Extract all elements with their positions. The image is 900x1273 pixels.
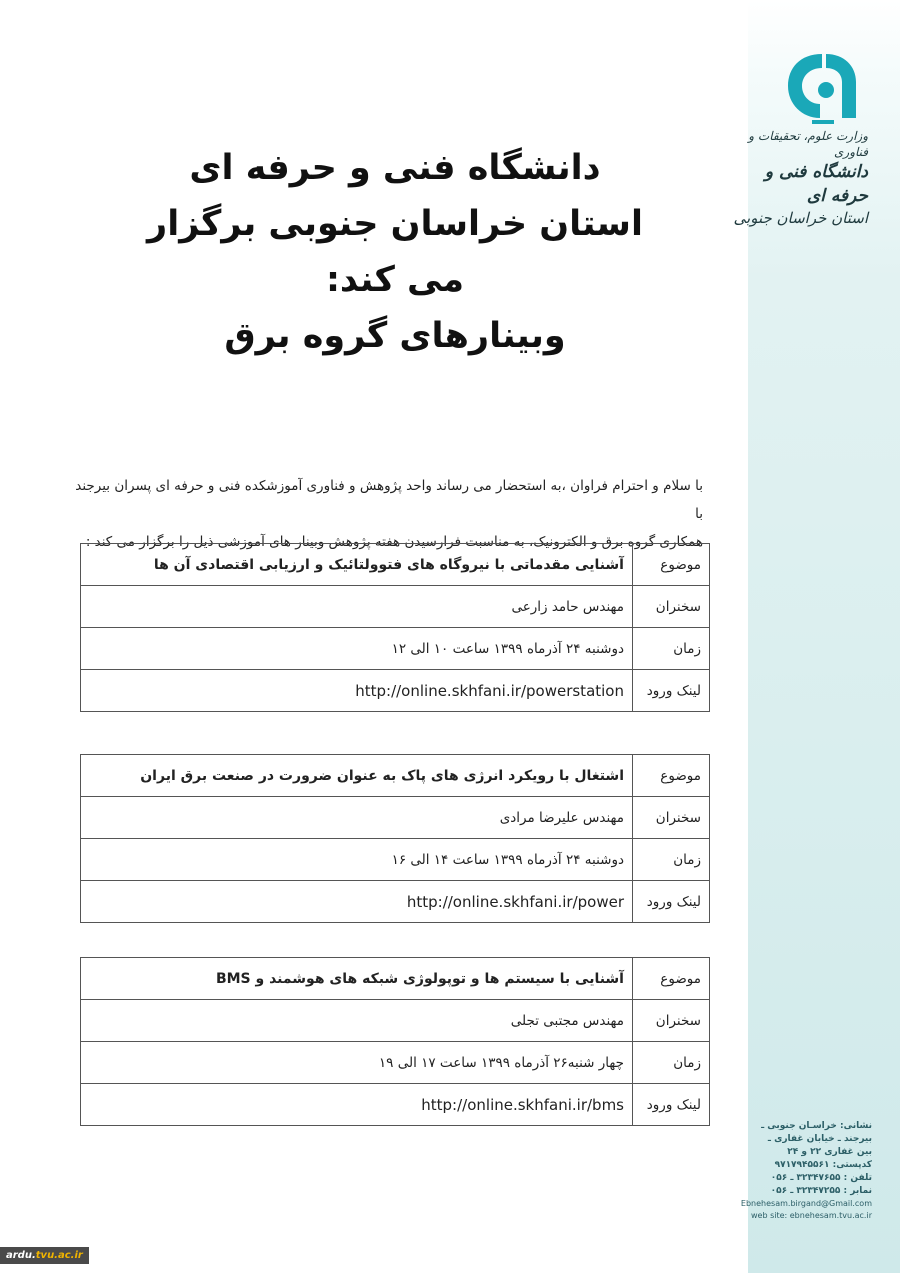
ministry-name: وزارت علوم، تحقیقات و فناوری <box>748 129 868 159</box>
table-row <box>81 544 710 586</box>
intro-line-1: با سلام و احترام فراوان ،به استحضار می رساند واحد پژوهش و فناوری آموزشکده فنی و حرفه ای پسران بیرجند با <box>75 478 703 522</box>
title-line-3: وبینارهای گروه برق <box>224 316 566 356</box>
webinar-link[interactable]: http://online.skhfani.ir/bms <box>81 1084 633 1126</box>
speaker-value: مهندس علیرضا مرادی <box>81 797 633 839</box>
time-label: زمان <box>633 1042 710 1084</box>
intro-line-2: همکاری گروه برق و الکترونیک، به مناسبت فرارسیدن هفته پژوهش وبینار های آموزشی ذیل را برگزار می کند : <box>85 534 703 550</box>
subject-value: اشتغال با رویکرد انرژی های پاک به عنوان ضرورت در صنعت برق ایران <box>81 755 633 797</box>
webinar-table-3 <box>80 957 710 1126</box>
subject-label: موضوع <box>633 958 710 1000</box>
time-label: زمان <box>633 628 710 670</box>
university-logo-icon <box>782 48 862 126</box>
fax-number: نمابر : ۳۲۳۴۷۲۵۵ ـ ۰۵۶ <box>770 1186 872 1196</box>
website-link[interactable]: web site: ebnehesam.tvu.ac.ir <box>750 1211 872 1220</box>
address-line-3: بین غفاری ۲۲ و ۲۴ <box>787 1147 872 1157</box>
speaker-value: مهندس حامد زارعی <box>81 586 633 628</box>
webinar-link[interactable]: http://online.skhfani.ir/power <box>81 881 633 923</box>
watermark-domain: tvu.ac.ir <box>35 1250 83 1261</box>
time-label: زمان <box>633 839 710 881</box>
link-label: لینک ورود <box>633 670 710 712</box>
province-name: استان خراسان جنوبی <box>733 209 868 227</box>
watermark-prefix: ardu. <box>6 1250 36 1261</box>
table-row <box>81 755 710 797</box>
time-value: چهار شنبه۲۶ آذرماه ۱۳۹۹ ساعت ۱۷ الی ۱۹ <box>81 1042 633 1084</box>
subject-label: موضوع <box>633 755 710 797</box>
table-row <box>81 586 710 628</box>
webinar-table-2 <box>80 754 710 923</box>
speaker-label: سخنران <box>633 797 710 839</box>
table-row <box>81 958 710 1000</box>
contact-address <box>737 1120 872 1222</box>
university-name-block <box>728 128 868 228</box>
webinar-table-1 <box>80 543 710 712</box>
email-address[interactable]: Ebnehesam.birgand@Gmail.com <box>740 1199 872 1208</box>
speaker-value: مهندس مجتبی تجلی <box>81 1000 633 1042</box>
address-line-1: نشانی: خراسـان جنوبی ـ <box>761 1121 872 1131</box>
postal-code: کدپستی: ۹۷۱۷۹۴۵۵۶۱ <box>774 1160 872 1170</box>
table-row <box>81 670 710 712</box>
link-label: لینک ورود <box>633 1084 710 1126</box>
table-row <box>81 1084 710 1126</box>
title-line-2: استان خراسان جنوبی برگزار می کند: <box>147 204 643 300</box>
link-label: لینک ورود <box>633 881 710 923</box>
phone-number: تلفن : ۳۲۳۴۷۶۵۵ ـ ۰۵۶ <box>770 1173 872 1183</box>
time-value: دوشنبه ۲۴ آذرماه ۱۳۹۹ ساعت ۱۰ الی ۱۲ <box>81 628 633 670</box>
table-row <box>81 1000 710 1042</box>
source-watermark <box>0 1247 89 1264</box>
table-row <box>81 797 710 839</box>
university-name: دانشگاه فنی و حرفه ای <box>764 162 868 206</box>
subject-value: آشنایی مقدماتی با نیروگاه های فتوولتائیک و ارزیابی اقتصادی آن ها <box>81 544 633 586</box>
speaker-label: سخنران <box>633 586 710 628</box>
address-line-2: بیرجند ـ خیابان غفاری ـ <box>767 1134 872 1144</box>
page-title <box>120 140 670 364</box>
time-value: دوشنبه ۲۴ آذرماه ۱۳۹۹ ساعت ۱۴ الی ۱۶ <box>81 839 633 881</box>
subject-label: موضوع <box>633 544 710 586</box>
table-row <box>81 881 710 923</box>
title-line-1: دانشگاه فنی و حرفه ای <box>189 148 601 188</box>
speaker-label: سخنران <box>633 1000 710 1042</box>
webinar-link[interactable]: http://online.skhfani.ir/powerstation <box>81 670 633 712</box>
table-row <box>81 839 710 881</box>
subject-value: آشنایی با سیستم ها و توپولوژی شبکه های هوشمند و BMS <box>81 958 633 1000</box>
table-row <box>81 1042 710 1084</box>
table-row <box>81 628 710 670</box>
